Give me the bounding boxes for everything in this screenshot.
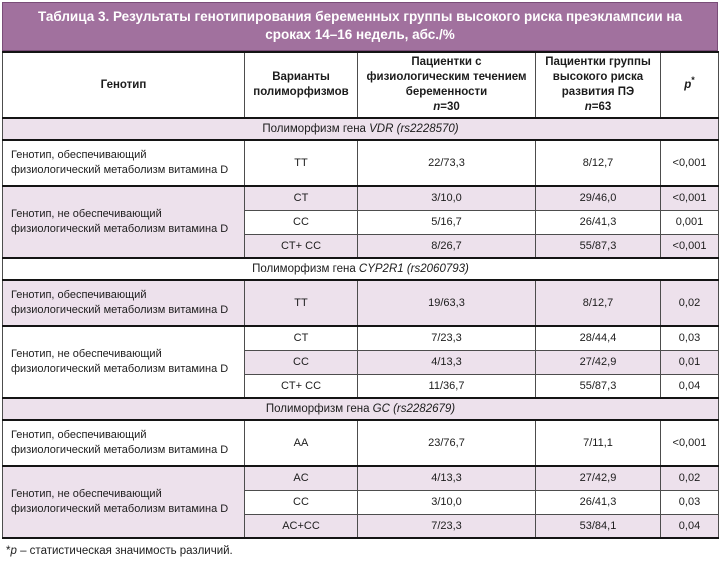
footnote-asterisk: *	[6, 545, 11, 558]
physio-value-cell: 5/16,7	[358, 210, 536, 234]
table-title: Таблица 3. Результаты генотипирования беременных группы высокого риска преэклампсии на сроках 14–16 недель, абс./%	[2, 2, 718, 51]
variant-cell: TT	[245, 280, 358, 326]
table-row	[3, 140, 719, 186]
physio-value-cell: 3/10,0	[358, 490, 536, 514]
physio-n-count: =30	[440, 101, 460, 114]
risk-value-cell: 55/87,3	[536, 234, 661, 258]
col-header-p	[661, 52, 719, 118]
p-value-cell: 0,02	[661, 280, 719, 326]
p-value-cell: 0,03	[661, 490, 719, 514]
footnote-p-symbol: p	[10, 545, 17, 558]
gene-name: CYP2R1 (rs2060793)	[358, 263, 469, 276]
table-row	[3, 466, 719, 490]
physio-value-cell: 7/23,3	[358, 326, 536, 350]
risk-n-count: =63	[591, 101, 612, 114]
physio-value-cell: 23/76,7	[358, 420, 536, 466]
p-value-cell: 0,04	[661, 374, 719, 398]
col-header-variants: Варианты полиморфизмов	[245, 52, 358, 118]
genotype-group-label: Генотип, обеспечивающий физиологический метаболизм витамина D	[3, 420, 245, 466]
risk-value-cell: 53/84,1	[536, 514, 661, 538]
genotype-group-label: Генотип, не обеспечивающий физиологический метаболизм витамина D	[3, 186, 245, 258]
variant-cell: CT+ CC	[245, 234, 358, 258]
physio-value-cell: 11/36,7	[358, 374, 536, 398]
variant-cell: CT	[245, 186, 358, 210]
gene-name: VDR (rs2228570)	[369, 123, 459, 136]
variant-cell: CT+ CC	[245, 374, 358, 398]
table-header	[3, 52, 719, 118]
risk-value-cell: 29/46,0	[536, 186, 661, 210]
variant-cell: CC	[245, 210, 358, 234]
section-header-cell	[3, 398, 719, 420]
physio-value-cell: 4/13,3	[358, 466, 536, 490]
risk-value-cell: 27/42,9	[536, 350, 661, 374]
table-row	[3, 186, 719, 210]
section-header-gc	[3, 398, 719, 420]
col-header-genotype: Генотип	[3, 52, 245, 118]
section-prefix: Полиморфизм гена	[252, 263, 359, 276]
risk-value-cell: 55/87,3	[536, 374, 661, 398]
section-header-cell	[3, 258, 719, 280]
variant-cell: AA	[245, 420, 358, 466]
variant-cell: AC	[245, 466, 358, 490]
gene-name: GC (rs2282679)	[372, 403, 456, 416]
variant-cell: CC	[245, 490, 358, 514]
col-header-risk	[536, 52, 661, 118]
risk-value-cell: 26/41,3	[536, 210, 661, 234]
risk-n-symbol: n	[584, 101, 592, 114]
col-header-physio-label: Пациентки с физиологическим течением беременности	[366, 56, 527, 99]
p-value-cell: <0,001	[661, 186, 719, 210]
genotype-group-label: Генотип, не обеспечивающий физиологический метаболизм витамина D	[3, 326, 245, 398]
p-value-cell: <0,001	[661, 420, 719, 466]
physio-value-cell: 19/63,3	[358, 280, 536, 326]
col-header-risk-label: Пациентки группы высокого риска развития ПЭ	[545, 56, 651, 99]
physio-value-cell: 8/26,7	[358, 234, 536, 258]
section-header-cell	[3, 118, 719, 140]
table-row	[3, 420, 719, 466]
p-value-cell: 0,01	[661, 350, 719, 374]
section-prefix: Полиморфизм гена	[262, 123, 370, 136]
risk-value-cell: 27/42,9	[536, 466, 661, 490]
physio-value-cell: 7/23,3	[358, 514, 536, 538]
p-value-cell: <0,001	[661, 140, 719, 186]
genotyping-table	[2, 51, 719, 539]
genotype-group-label: Генотип, не обеспечивающий физиологический метаболизм витамина D	[3, 466, 245, 538]
section-prefix: Полиморфизм гена	[265, 403, 373, 416]
footnote	[2, 539, 718, 557]
section-header-vdr	[3, 118, 719, 140]
risk-value-cell: 28/44,4	[536, 326, 661, 350]
table-row	[3, 280, 719, 326]
section-header-cyp2r1	[3, 258, 719, 280]
p-value-cell: 0,03	[661, 326, 719, 350]
header-row	[3, 52, 719, 118]
col-header-physio	[358, 52, 536, 118]
risk-value-cell: 8/12,7	[536, 280, 661, 326]
p-value-cell: 0,02	[661, 466, 719, 490]
p-asterisk: *	[691, 75, 695, 86]
variant-cell: AC+CC	[245, 514, 358, 538]
physio-n-symbol: n	[433, 101, 441, 114]
variant-cell: TT	[245, 140, 358, 186]
p-value-cell: 0,001	[661, 210, 719, 234]
genotype-group-label: Генотип, обеспечивающий физиологический метаболизм витамина D	[3, 140, 245, 186]
physio-value-cell: 22/73,3	[358, 140, 536, 186]
p-value-cell: 0,04	[661, 514, 719, 538]
physio-value-cell: 3/10,0	[358, 186, 536, 210]
risk-value-cell: 26/41,3	[536, 490, 661, 514]
physio-value-cell: 4/13,3	[358, 350, 536, 374]
table-row	[3, 326, 719, 350]
risk-value-cell: 8/12,7	[536, 140, 661, 186]
risk-value-cell: 7/11,1	[536, 420, 661, 466]
variant-cell: CT	[245, 326, 358, 350]
p-value-cell: <0,001	[661, 234, 719, 258]
p-symbol: p	[684, 78, 692, 91]
footnote-text: – статистическая значимость различий.	[16, 545, 233, 558]
variant-cell: CC	[245, 350, 358, 374]
genotype-group-label: Генотип, обеспечивающий физиологический метаболизм витамина D	[3, 280, 245, 326]
